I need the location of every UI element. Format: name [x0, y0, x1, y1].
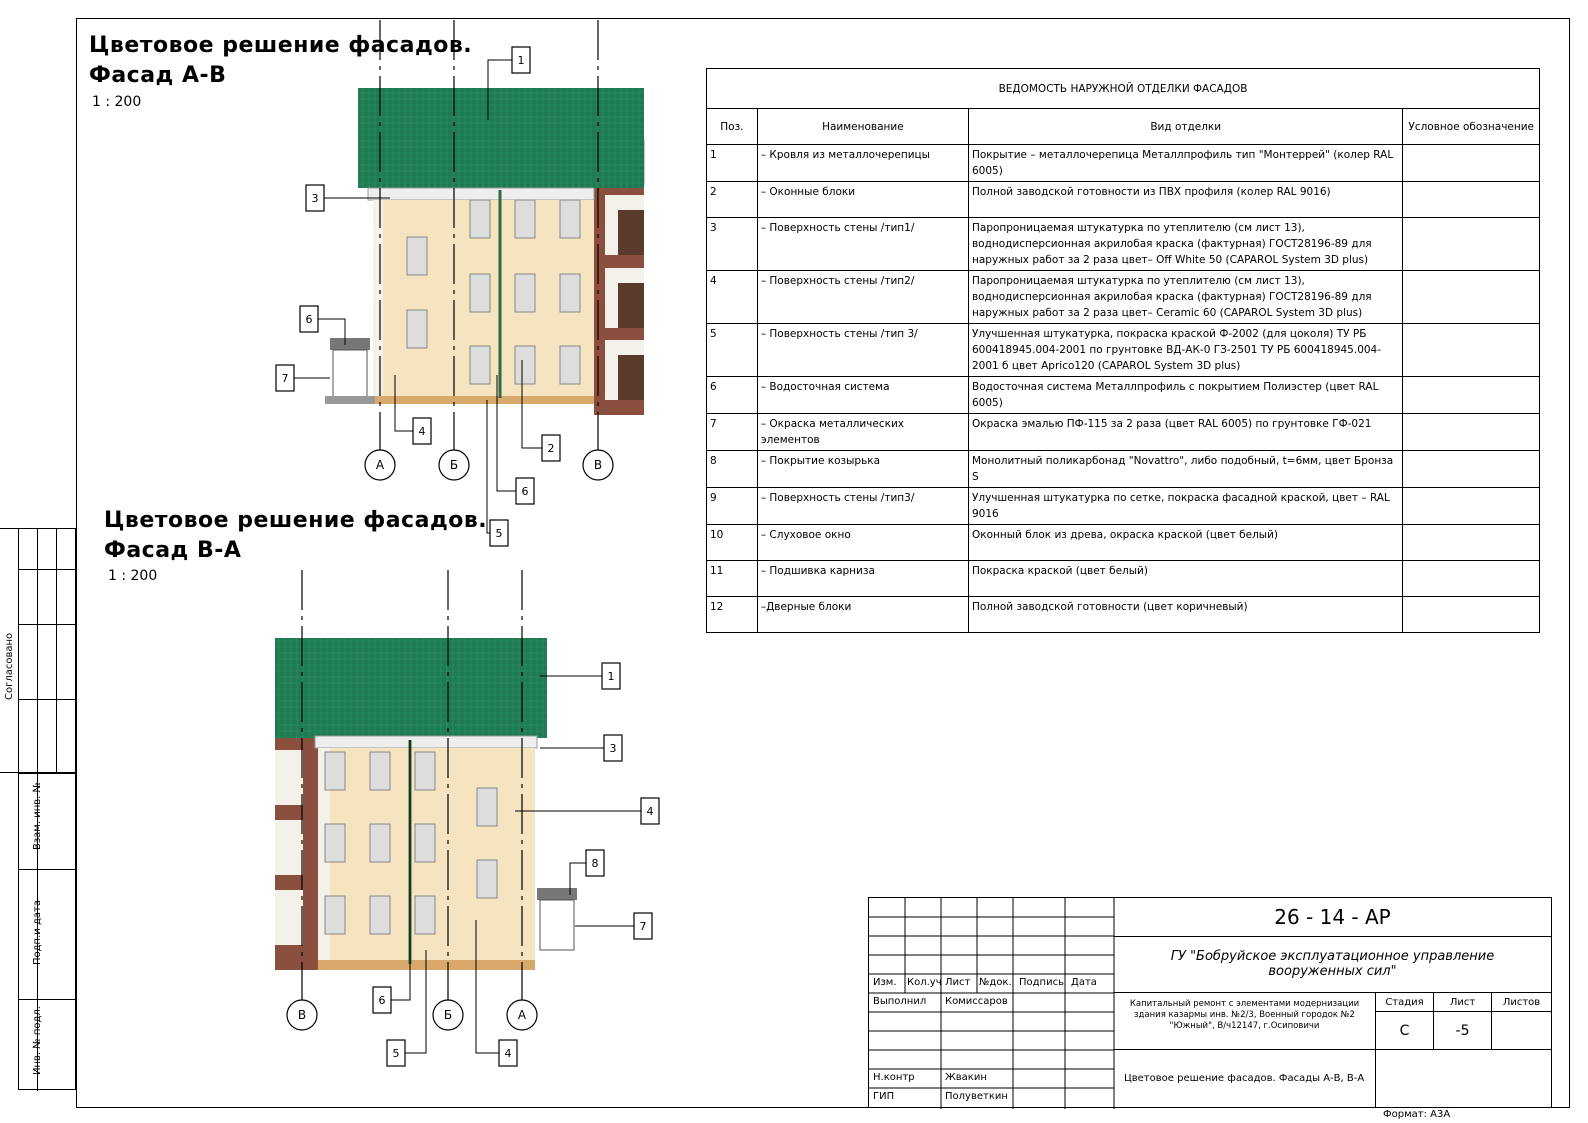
cell-name: – Водосточная система	[757, 377, 968, 414]
cell-name: – Поверхность стены /тип1/	[757, 218, 968, 271]
organization-name: ГУ "Бобруйское эксплуатационное управление вооруженных сил"	[1114, 936, 1551, 993]
svg-text:4: 4	[504, 1047, 512, 1060]
table-row	[707, 451, 1540, 488]
col-kol: Кол.уч	[907, 977, 942, 988]
cell-symbol	[1403, 324, 1540, 377]
cell-symbol	[1403, 597, 1540, 633]
cell-finish: Полной заводской готовности (цвет коричневый)	[968, 597, 1402, 633]
table-row	[707, 525, 1540, 561]
name-gip: Полуветкин	[945, 1091, 1008, 1102]
svg-text:6: 6	[521, 485, 529, 498]
table-row	[707, 271, 1540, 324]
svg-text:7: 7	[639, 920, 647, 933]
stage-value: С	[1376, 1012, 1434, 1050]
cell-pos: 1	[707, 145, 758, 182]
cell-name: – Оконные блоки	[757, 182, 968, 218]
facade2-scale: 1 : 200	[108, 568, 158, 584]
cell-finish: Паропроницаемая штукатурка по утеплителю (см лист 13), воднодисперсионная акрилобая краска (фактурная) ГОСТ28196-89 для наружных работ за 2 раза цвет– Off White 50 (CAPAROL System 3D plus)	[968, 218, 1402, 271]
svg-text:2: 2	[547, 442, 555, 455]
cell-pos: 11	[707, 561, 758, 597]
svg-text:3: 3	[311, 192, 319, 205]
cell-pos: 4	[707, 271, 758, 324]
facade2-title-line2: Фасад В-А	[104, 538, 242, 563]
svg-text:В: В	[593, 458, 603, 472]
cell-finish: Оконный блок из древа, окраска краской (цвет белый)	[968, 525, 1402, 561]
svg-text:6: 6	[305, 313, 313, 326]
cell-finish: Улучшенная штукатурка по сетке, покраска фасадной краской, цвет – RAL 9016	[968, 488, 1402, 525]
role-executed: Выполнил	[873, 996, 927, 1007]
cell-symbol	[1403, 561, 1540, 597]
cell-name: – Поверхность стены /тип2/	[757, 271, 968, 324]
facade1-title-line1: Цветовое решение фасадов.	[89, 33, 473, 58]
cell-finish: Улучшенная штукатурка, покраска краской Ф-2002 (для цоколя) ТУ РБ 600418945.004-2001 по грунтовке ВД-АК-0 ГЗ-2501 ТУ РБ 600418945.004-2001 б цвет Apricо120 (CAPAROL System 3D plus)	[968, 324, 1402, 377]
role-gip: ГИП	[873, 1091, 895, 1102]
col-date: Дата	[1071, 977, 1097, 988]
table-row	[707, 218, 1540, 271]
cell-finish: Полной заводской готовности из ПВХ профиля (колер RAL 9016)	[968, 182, 1402, 218]
cell-symbol	[1403, 218, 1540, 271]
cell-name: – Окраска металлических элементов	[757, 414, 968, 451]
stage-label: Стадия	[1376, 993, 1434, 1012]
table-row	[707, 597, 1540, 633]
table-row	[707, 324, 1540, 377]
facade1-title-line2: Фасад А-В	[89, 63, 227, 88]
cell-symbol	[1403, 414, 1540, 451]
col-ndoc: №док.	[979, 977, 1012, 988]
cell-symbol	[1403, 525, 1540, 561]
cell-pos: 3	[707, 218, 758, 271]
svg-text:4: 4	[418, 425, 426, 438]
table-row	[707, 377, 1540, 414]
header-name: Наименование	[757, 109, 968, 145]
cell-pos: 7	[707, 414, 758, 451]
sheet-label: Лист	[1434, 993, 1492, 1012]
table-row	[707, 145, 1540, 182]
cell-symbol	[1403, 451, 1540, 488]
project-name: Капитальный ремонт с элементами модернизации здания казармы инв. №2/3, Военный городок №2 "Южный", В/ч12147, г.Осиповичи	[1114, 993, 1376, 1050]
svg-text:1: 1	[517, 54, 525, 67]
sheet-value: -5	[1434, 1012, 1492, 1050]
svg-text:Б: Б	[449, 458, 459, 472]
sheet-title: Цветовое решение фасадов. Фасады А-В, В-А	[1114, 1050, 1376, 1107]
header-symbol: Условное обозначение	[1403, 109, 1540, 145]
cell-name: – Поверхность стены /тип 3/	[757, 324, 968, 377]
cell-name: – Слуховое окно	[757, 525, 968, 561]
finishing-schedule-table	[706, 68, 1540, 633]
svg-text:3: 3	[609, 742, 617, 755]
sheets-label: Листов	[1492, 993, 1551, 1012]
header-pos: Поз.	[707, 109, 758, 145]
col-izm: Изм.	[873, 977, 897, 988]
svg-text:Б: Б	[443, 1008, 453, 1022]
cell-name: –Дверные блоки	[757, 597, 968, 633]
header-finish: Вид отделки	[968, 109, 1402, 145]
table-title: ВЕДОМОСТЬ НАРУЖНОЙ ОТДЕЛКИ ФАСАДОВ	[707, 69, 1540, 109]
cell-finish: Водосточная система Металлпрофиль с покрытием Полиэстер (цвет RAL 6005)	[968, 377, 1402, 414]
cell-symbol	[1403, 182, 1540, 218]
svg-text:А: А	[517, 1008, 527, 1022]
cell-finish: Покрытие – металлочерепица Металлпрофиль тип "Монтеррей" (колер RAL 6005)	[968, 145, 1402, 182]
cell-finish: Окраска эмалью ПФ-115 за 2 раза (цвет RAL 6005) по грунтовке ГФ-021	[968, 414, 1402, 451]
cell-finish: Паропроницаемая штукатурка по утеплителю (см лист 13), воднодисперсионная акрилобая краска (фактурная) ГОСТ28196-89 для наружных работ за 2 раза цвет– Ceramic 60 (CAPAROL System 3D plus)	[968, 271, 1402, 324]
table-row	[707, 561, 1540, 597]
facade1-drawing	[0, 0, 700, 560]
svg-text:7: 7	[281, 372, 289, 385]
cell-name: – Покрытие козырька	[757, 451, 968, 488]
svg-text:5: 5	[392, 1047, 400, 1060]
table-row	[707, 182, 1540, 218]
svg-text:А: А	[375, 458, 385, 472]
svg-text:1: 1	[607, 670, 615, 683]
svg-text:6: 6	[378, 994, 386, 1007]
cell-name: – Поверхность стены /тип3/	[757, 488, 968, 525]
cell-symbol	[1403, 271, 1540, 324]
col-sign: Подпись	[1019, 977, 1064, 988]
cell-name: – Кровля из металлочерепицы	[757, 145, 968, 182]
sheets-value	[1492, 1012, 1551, 1050]
svg-text:8: 8	[591, 857, 599, 870]
cell-pos: 6	[707, 377, 758, 414]
svg-text:В: В	[297, 1008, 307, 1022]
title-block	[868, 897, 1552, 1108]
drawing-code: 26 - 14 - АР	[1114, 898, 1551, 937]
role-ncontrol: Н.контр	[873, 1072, 915, 1083]
format-label: Формат: А3А	[1383, 1109, 1451, 1120]
table-row	[707, 488, 1540, 525]
cell-finish: Покраска краской (цвет белый)	[968, 561, 1402, 597]
sidebar-inv-replace: Взам. инв. №	[32, 782, 43, 850]
svg-text:5: 5	[495, 527, 503, 540]
svg-text:4: 4	[646, 805, 654, 818]
facade2-title-line1: Цветовое решение фасадов.	[104, 508, 488, 533]
col-list: Лист	[945, 977, 971, 988]
sidebar-inv-orig: Инв. № подл.	[32, 1006, 43, 1075]
cell-pos: 5	[707, 324, 758, 377]
cell-pos: 10	[707, 525, 758, 561]
sidebar-sign-date: Подп.и дата	[32, 900, 43, 965]
cell-symbol	[1403, 145, 1540, 182]
table-row	[707, 414, 1540, 451]
cell-finish: Монолитный поликарбонад "Novattro", либо подобный, t=6мм, цвет Бронза S	[968, 451, 1402, 488]
cell-symbol	[1403, 377, 1540, 414]
name-ncontrol: Жвакин	[945, 1072, 987, 1083]
facade2-drawing	[0, 560, 700, 1080]
cell-pos: 9	[707, 488, 758, 525]
cell-pos: 2	[707, 182, 758, 218]
cell-symbol	[1403, 488, 1540, 525]
name-executed: Комиссаров	[945, 996, 1008, 1007]
cell-name: – Подшивка карниза	[757, 561, 968, 597]
cell-pos: 12	[707, 597, 758, 633]
cell-pos: 8	[707, 451, 758, 488]
sidebar-agreed-label: Согласовано	[4, 632, 15, 700]
facade1-scale: 1 : 200	[92, 94, 142, 110]
